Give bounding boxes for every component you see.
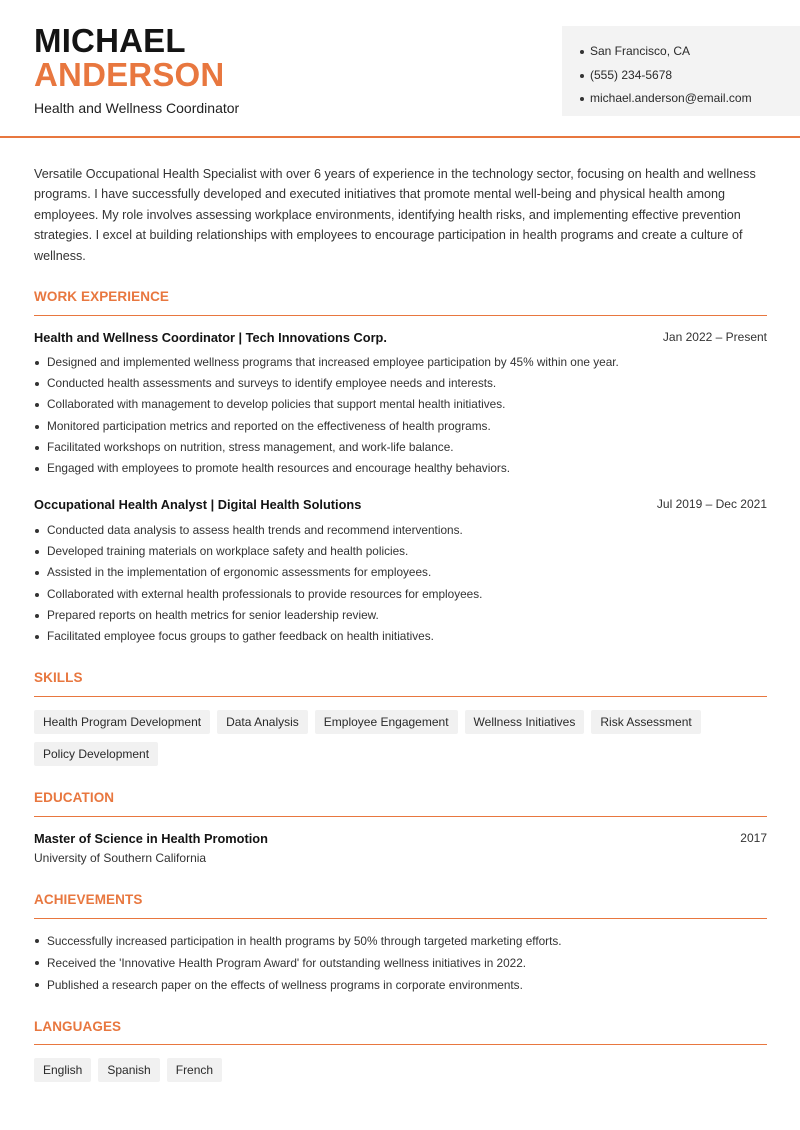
first-name: MICHAEL: [34, 22, 186, 59]
list-item: Facilitated employee focus groups to gather feedback on health initiatives.: [34, 626, 774, 647]
job-title-headline: Health and Wellness Coordinator: [34, 100, 240, 116]
education-heading: EDUCATION: [34, 790, 115, 805]
languages-list: [34, 1058, 774, 1090]
achievements-list: [34, 930, 774, 996]
list-item: Collaborated with management to develop policies that support mental health initiatives.: [34, 394, 774, 415]
last-name: ANDERSON: [34, 56, 225, 93]
language-chip: French: [167, 1058, 222, 1082]
work-experience-heading: WORK EXPERIENCE: [34, 289, 170, 304]
full-name: [34, 24, 224, 92]
list-item: Successfully increased participation in health programs by 50% through targeted marketing efforts.: [34, 930, 774, 952]
skills-divider: [34, 696, 767, 697]
language-chip: English: [34, 1058, 91, 1082]
contact-location: San Francisco, CA: [580, 40, 800, 64]
list-item: Prepared reports on health metrics for senior leadership review.: [34, 605, 774, 626]
job-1-title: Health and Wellness Coordinator | Tech Innovations Corp.: [34, 330, 387, 345]
education-year: 2017: [740, 831, 767, 845]
languages-divider: [34, 1044, 767, 1045]
skill-chip: Policy Development: [34, 742, 158, 766]
education-school: University of Southern California: [34, 851, 207, 865]
education-entry-header: [34, 831, 767, 846]
list-item: Assisted in the implementation of ergonomic assessments for employees.: [34, 562, 774, 583]
job-1-bullets: [34, 352, 774, 479]
job-2-date: Jul 2019 – Dec 2021: [656, 497, 767, 511]
contact-email: michael.anderson@email.com: [580, 87, 800, 111]
contact-phone: (555) 234-5678: [580, 64, 800, 88]
list-item: Facilitated workshops on nutrition, stress management, and work-life balance.: [34, 437, 774, 458]
list-item: Conducted data analysis to assess health trends and recommend interventions.: [34, 520, 774, 541]
job-2-bullets: [34, 520, 774, 647]
list-item: Engaged with employees to promote health resources and encourage healthy behaviors.: [34, 458, 774, 479]
list-item: Conducted health assessments and surveys to identify employee needs and interests.: [34, 373, 774, 394]
language-chip: Spanish: [98, 1058, 159, 1082]
list-item: Published a research paper on the effects of wellness programs in corporate environments.: [34, 974, 774, 996]
list-item: Designed and implemented wellness programs that increased employee participation by 45% within one year.: [34, 352, 774, 373]
achievements-divider: [34, 918, 767, 919]
skills-list: [34, 710, 774, 774]
education-degree: Master of Science in Health Promotion: [34, 831, 268, 846]
resume-header: [0, 0, 800, 138]
job-2-title: Occupational Health Analyst | Digital Health Solutions: [34, 497, 362, 512]
skill-chip: Data Analysis: [217, 710, 308, 734]
work-experience-divider: [34, 315, 767, 316]
skill-chip: Risk Assessment: [591, 710, 700, 734]
contact-box: [562, 26, 800, 116]
achievements-heading: ACHIEVEMENTS: [34, 892, 143, 907]
list-item: Developed training materials on workplace safety and health policies.: [34, 541, 774, 562]
summary-paragraph: Versatile Occupational Health Specialist with over 6 years of experience in the technology sector, focusing on health and wellness programs. I have successfully developed and executed initiatives that promote mental well-being and physical health among employees. My role involves assessing workplace environments, identifying health risks, and implementing effective prevention strategies. I excel at building relationships with employees to encourage participation in health programs and create a culture of wellness.: [34, 167, 756, 263]
skills-heading: SKILLS: [34, 670, 83, 685]
skill-chip: Health Program Development: [34, 710, 210, 734]
list-item: Monitored participation metrics and reported on the effectiveness of health programs.: [34, 416, 774, 437]
job-entry-2-header: [34, 497, 767, 512]
list-item: Collaborated with external health professionals to provide resources for employees.: [34, 584, 774, 605]
education-divider: [34, 816, 767, 817]
languages-heading: LANGUAGES: [34, 1019, 122, 1034]
skill-chip: Wellness Initiatives: [465, 710, 585, 734]
job-entry-1-header: [34, 330, 767, 345]
job-1-date: Jan 2022 – Present: [662, 330, 767, 344]
list-item: Received the 'Innovative Health Program Award' for outstanding wellness initiatives in 2022.: [34, 952, 774, 974]
skill-chip: Employee Engagement: [315, 710, 458, 734]
